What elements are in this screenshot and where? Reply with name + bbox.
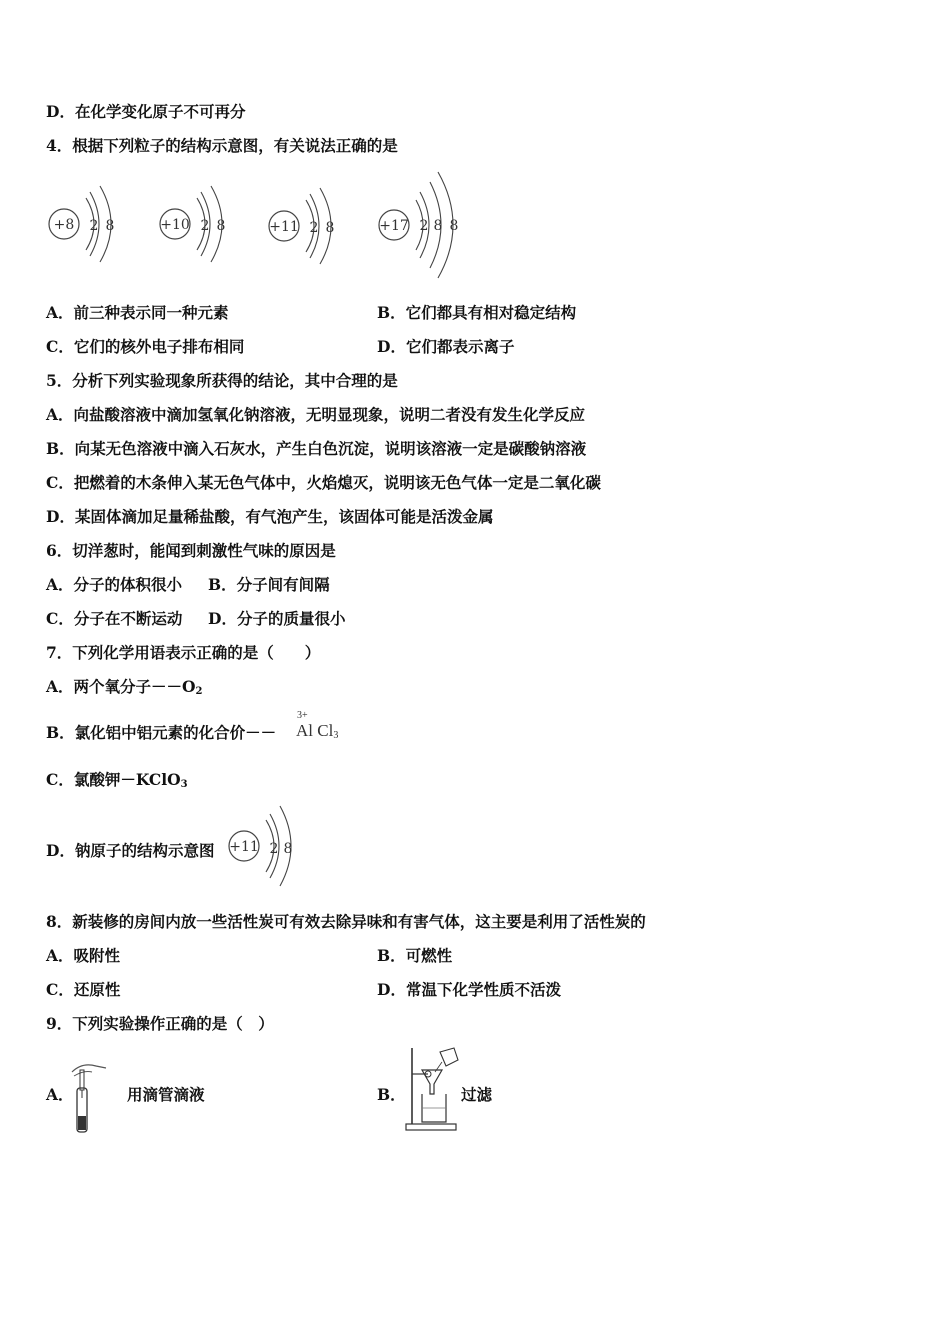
q9-option-b-caption: 过滤	[461, 1085, 493, 1104]
shell-count: 2	[200, 218, 210, 234]
shell-count: 8	[216, 218, 226, 234]
q8-option-d: D．常温下化学性质不活泼	[377, 980, 561, 999]
atom-diagram-1	[46, 178, 126, 268]
atom-diagram-2	[157, 178, 237, 268]
q7-stem: 7．下列化学用语表示正确的是（ ）	[46, 643, 321, 662]
nucleus-charge: +8	[53, 217, 75, 233]
q8-option-a: A．吸附性	[46, 946, 121, 965]
atom-diagram-4	[376, 168, 471, 280]
q4-option-d: D．它们都表示离子	[377, 337, 515, 356]
q7-option-c	[46, 770, 188, 795]
shell-count: 2	[89, 218, 99, 234]
shell-count: 2	[309, 220, 319, 236]
q7-option-d: D．钠原子的结构示意图	[46, 841, 215, 860]
subscript: 3	[180, 779, 188, 790]
formula-text: Al Cl	[296, 721, 334, 740]
q5-option-a: A．向盐酸溶液中滴加氢氧化钠溶液，无明显现象，说明二者没有发生化学反应	[46, 405, 586, 424]
q4-option-a: A．前三种表示同一种元素	[46, 303, 229, 322]
q8-option-c: C．还原性	[46, 980, 121, 999]
shell-count: 8	[449, 218, 459, 234]
q6-option-b: B．分子间有间隔	[208, 575, 330, 594]
subscript: 2	[195, 686, 203, 697]
shell-count: 2	[269, 841, 279, 857]
q9-option-a-letter: A．	[46, 1085, 74, 1104]
q4-option-b: B．它们都具有相对稳定结构	[377, 303, 577, 322]
aluminum-chloride-formula	[296, 721, 338, 741]
q9-option-b-letter: B．	[377, 1085, 406, 1104]
filtration-illustration	[402, 1044, 464, 1134]
q4-stem: 4．根据下列粒子的结构示意图，有关说法正确的是	[46, 136, 398, 155]
q9-option-a-caption: 用滴管滴液	[127, 1085, 205, 1104]
nucleus-charge: +11	[269, 219, 299, 235]
shell-count: 8	[283, 841, 293, 857]
q4-option-c: C．它们的核外电子排布相同	[46, 337, 245, 356]
q8-option-b: B．可燃性	[377, 946, 453, 965]
q7-option-a-text: A．两个氧分子－－O	[46, 677, 196, 696]
nucleus-charge: +10	[160, 217, 190, 233]
q7-option-b: B．氯化铝中铝元素的化合价－－	[46, 723, 277, 742]
shell-count: 8	[433, 218, 443, 234]
shell-count: 2	[419, 218, 429, 234]
q5-stem: 5．分析下列实验现象所获得的结论，其中合理的是	[46, 371, 398, 390]
q8-stem: 8．新装修的房间内放一些活性炭可有效去除异味和有害气体，这主要是利用了活性炭的	[46, 912, 646, 931]
q6-stem: 6．切洋葱时，能闻到刺激性气味的原因是	[46, 541, 336, 560]
q7-option-c-text: C．氯酸钾－KClO	[46, 770, 181, 789]
q6-option-d: D．分子的质量很小	[208, 609, 346, 628]
atom-diagram-3	[266, 180, 346, 270]
q6-option-a: A．分子的体积很小	[46, 575, 183, 594]
dropper-illustration	[66, 1058, 116, 1134]
q5-option-d: D．某固体滴加足量稀盐酸，有气泡产生，该固体可能是活泼金属	[46, 507, 494, 526]
q9-stem: 9．下列实验操作正确的是（ ）	[46, 1014, 274, 1033]
subscript: 3	[333, 730, 339, 741]
shell-count: 8	[105, 218, 115, 234]
q7-option-a	[46, 677, 203, 702]
shell-count: 8	[325, 220, 335, 236]
nucleus-charge: +17	[379, 218, 409, 234]
q5-option-c: C．把燃着的木条伸入某无色气体中，火焰熄灭，说明该无色气体一定是二氧化碳	[46, 473, 601, 492]
q3-option-d: D．在化学变化原子不可再分	[46, 102, 246, 121]
q5-option-b: B．向某无色溶液中滴入石灰水，产生白色沉淀，说明该溶液一定是碳酸钠溶液	[46, 439, 587, 458]
valence-charge: 3+	[297, 710, 308, 721]
q6-option-c: C．分子在不断运动	[46, 609, 183, 628]
nucleus-charge: +11	[229, 839, 259, 855]
sodium-atom-diagram	[226, 801, 306, 891]
